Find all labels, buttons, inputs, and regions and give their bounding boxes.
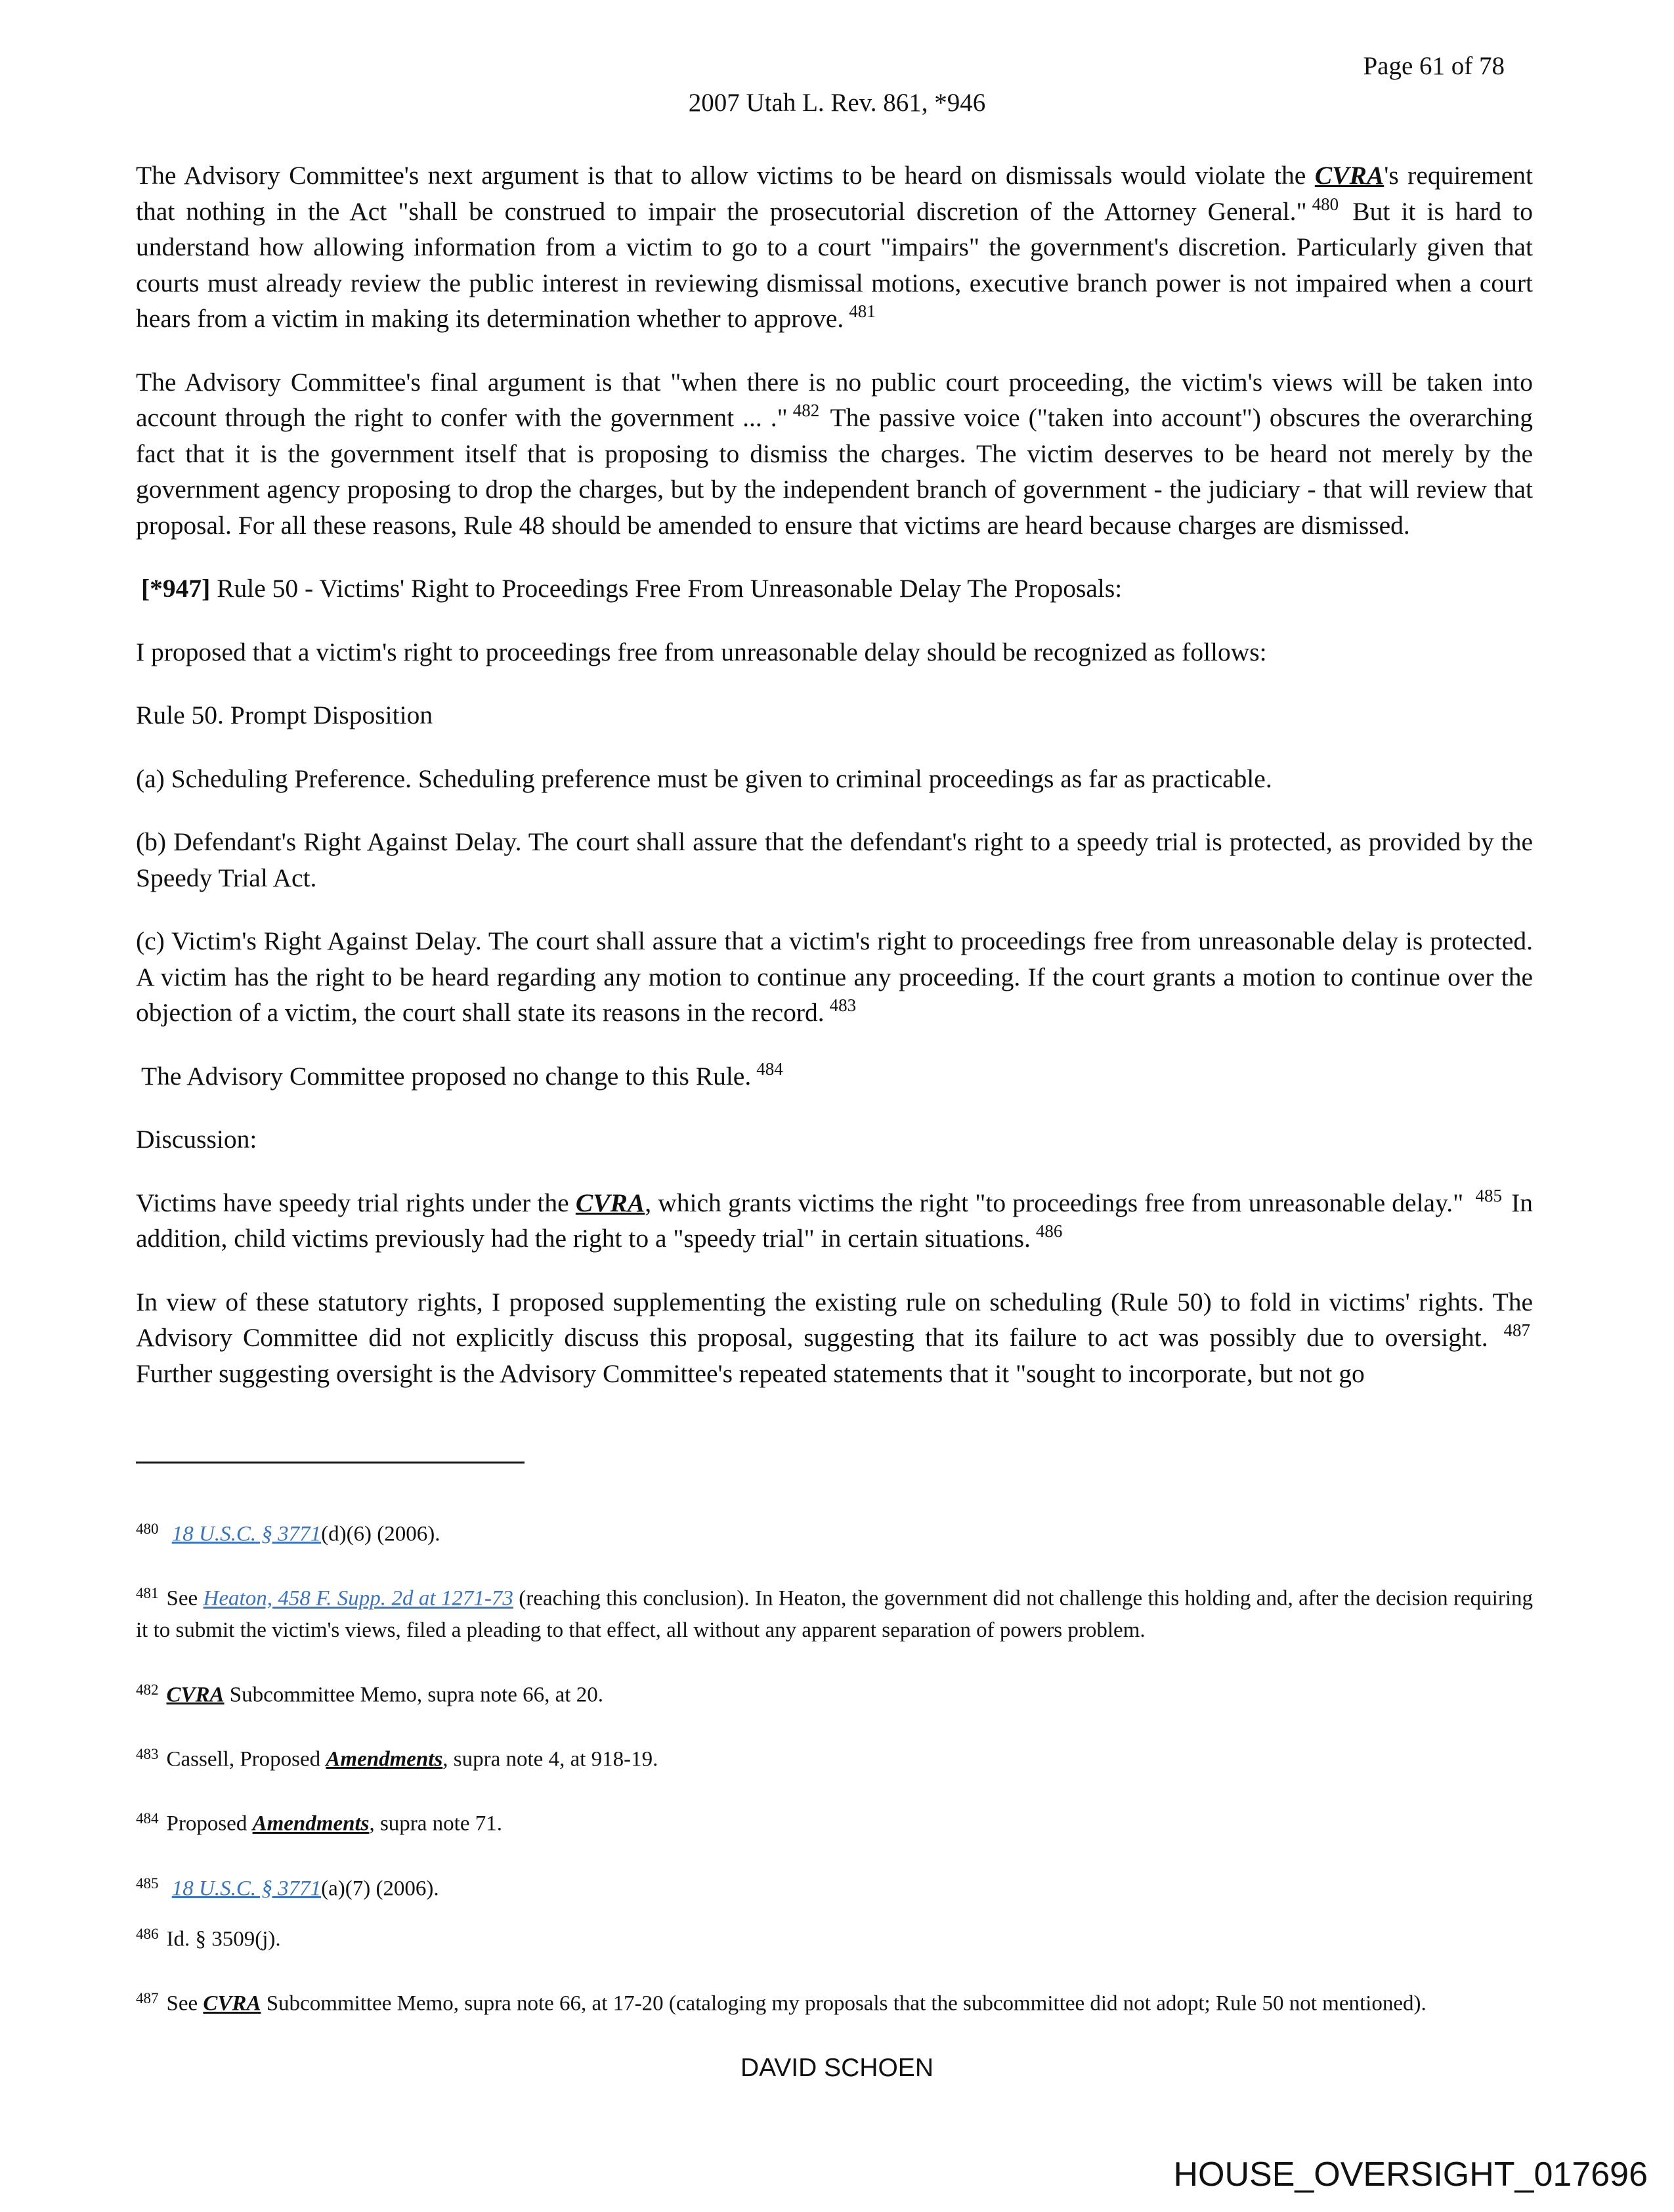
author-footer: DAVID SCHOEN (740, 2054, 934, 2082)
amendments-term: Amendments (252, 1811, 370, 1836)
footnote-483: $^{483}$ Cassell, Proposed Amendments, supra note 4, at 918-19. (136, 1746, 658, 1771)
rule-title: Rule 50. Prompt Disposition (136, 701, 433, 729)
paragraph-11: Victims have speedy trial rights under the CVRA, which grants victims the right "to proceedings free from unreasonable delay." $^{485}$ In addition, child victims previously had the right to a "speedy trial" in certain situations. $^{486}$ (136, 1185, 1534, 1253)
citation-link[interactable]: 18 U.S.C. § 3771 (171, 1876, 322, 1901)
bates-number: HOUSE_OVERSIGHT_017696 (1173, 2156, 1648, 2194)
section-heading: [*947] Rule 50 - Victims' Right to Proceedings Free From Unreasonable Delay The Proposals: (141, 574, 1123, 603)
footnote-486: $^{486}$ Id. § 3509(j). (136, 1926, 281, 1951)
footnotes (136, 1513, 1533, 2048)
discussion-heading: Discussion: (136, 1125, 257, 1154)
cvra-term: CVRA (203, 1991, 261, 2016)
paragraph-4: I proposed that a victim's right to proceedings free from unreasonable delay should be recognized as follows: (136, 637, 1267, 666)
footnote-ref-485[interactable]: 485 (1475, 1185, 1502, 1205)
footnote-ref-480[interactable]: 480 (1312, 194, 1339, 214)
footnote-ref-484[interactable]: 484 (756, 1058, 783, 1079)
footnote-480: $^{480}$ 18 U.S.C. § 3771(d)(6) (2006). (136, 1521, 440, 1546)
citation-link[interactable]: Heaton, 458 F. Supp. 2d at 1271-73 (203, 1586, 513, 1611)
rule-subsection-c: (c) Victim's Right Against Delay. The court shall assure that a victim's right to proceedings free from unreasonable delay is protected. A victim has the right to be heard regarding any motion to continue any proceeding. If the court grants a motion to continue over the objection of a victim, the court shall state its reasons in the record. $^{483}$ (136, 926, 1533, 1027)
footnote-divider (136, 1462, 525, 1464)
cvra-term: CVRA (1314, 161, 1384, 190)
amendments-term: Amendments (326, 1747, 443, 1771)
footnote-484: $^{484}$ Proposed Amendments, supra note 71. (136, 1810, 502, 1836)
cvra-term: CVRA (575, 1188, 645, 1217)
citation-link[interactable]: 18 U.S.C. § 3771 (171, 1522, 322, 1546)
paragraph-1: The Advisory Committee's next argument is that to allow victims to be heard on dismissals would violate the CVRA's requirement that nothing in the Act "shall be construed to impair the prosecutorial discretion of the Attorney General." $^{480}$ But it is hard to understand how allowing information from a victim to go to a court "impairs" the government's discretion. Particularly given that courts must already review the public interest in reviewing dismissal motions, executive branch power is not impaired when a court hears from a victim in making its determination whether to approve. $^{481}$ (136, 161, 1534, 333)
paragraph-2: The Advisory Committee's final argument is that "when there is no public court proceeding, the victim's views will be taken into account through the right to confer with the government ... ." $^{482}$ The passive voice ("taken into account") obscures the overarching fact that it is the government itself that is proposing to dismiss the charges. The victim deserves to be heard not merely by the government agency proposing to drop the charges, but by the independent branch of government - the judiciary - that will review that proposal. For all these reasons, Rule 48 should be amended to ensure that victims are heard because charges are dismissed. (136, 367, 1533, 540)
footnote-ref-487[interactable]: 487 (1503, 1320, 1530, 1341)
footnote-482: $^{482}$ CVRA Subcommittee Memo, supra note 66, at 20. (136, 1681, 603, 1707)
footnote-481: $^{481}$ See Heaton, 458 F. Supp. 2d at 1271-73 (reaching this conclusion). In Heaton, the government did not challenge this holding and, after the decision requiring it to submit the victim's views, filed a pleading to that effect, all without any apparent separation of powers problem. (136, 1585, 1533, 1642)
paragraph-9: The Advisory Committee proposed no change to this Rule. $^{484}$ (141, 1058, 783, 1091)
footnote-ref-482[interactable]: 482 (792, 401, 820, 421)
footnote-485: $^{485}$ 18 U.S.C. § 3771(a)(7) (2006). (136, 1875, 439, 1901)
footnote-ref-483[interactable]: 483 (829, 995, 857, 1016)
article-body (136, 158, 1533, 1419)
footnote-ref-481[interactable]: 481 (849, 301, 876, 322)
star-page-marker: [*947] (141, 574, 211, 603)
running-head: 2007 Utah L. Rev. 861, *946 (688, 89, 986, 117)
footnote-ref-486[interactable]: 486 (1035, 1221, 1063, 1242)
page-number: Page 61 of 78 (1363, 52, 1505, 80)
rule-subsection-a: (a) Scheduling Preference. Scheduling preference must be given to criminal proceedings as far as practicable. (136, 764, 1272, 793)
footnote-487: $^{487}$ See CVRA Subcommittee Memo, supra note 66, at 17-20 (cataloging my proposals that the subcommittee did not adopt; Rule 50 not mentioned). (136, 1990, 1427, 2016)
rule-subsection-b: (b) Defendant's Right Against Delay. The court shall assure that the defendant's right to a speedy trial is protected, as provided by the Speedy Trial Act. (136, 827, 1533, 892)
cvra-term: CVRA (166, 1683, 225, 1707)
paragraph-12: In view of these statutory rights, I proposed supplementing the existing rule on scheduling (Rule 50) to fold in victims' rights. The Advisory Committee did not explicitly discuss this proposal, suggesting that its failure to act was possibly due to oversight. $^{487}$ Further suggesting oversight is the Advisory Committee's repeated statements that it "sought to incorporate, but not go (136, 1287, 1533, 1388)
